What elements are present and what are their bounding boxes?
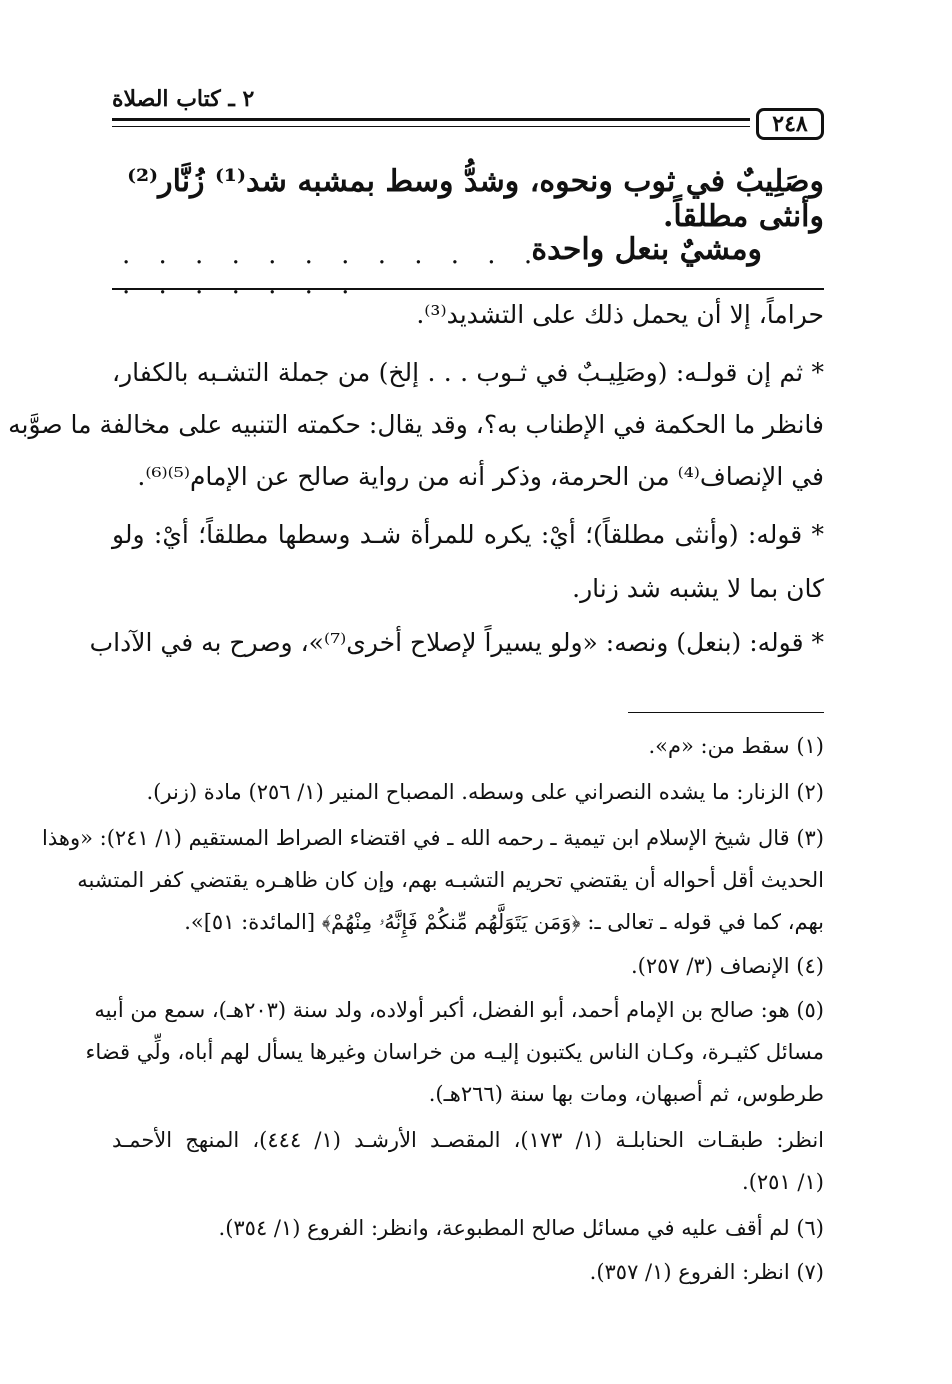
matn-line-2: ومشيٌ بنعل واحدة — [531, 232, 762, 267]
footnote-5-cont: انظر: طبقـات الحنابلـة (١/ ١٧٣)، المقصـد الأرشـد (١/ ٤٤٤)، المنهج الأحمـد — [112, 1128, 825, 1152]
footnote-separator — [628, 712, 824, 713]
matn-dots: . . . . . . . . . . . . . . . . . . . — [122, 240, 543, 300]
commentary-line: في الإنصاف⁽⁴⁾ من الحرمة، وذكر أنه من رواية صالح عن الإمام⁽⁵⁾⁽⁶⁾. — [137, 462, 824, 491]
footnote-5-cont: مسائل كثيـرة، وكـان الناس يكتبون إليـه من خراسان وغيرها يسأل لهم أباه، ولِّي قضاء — [85, 1040, 824, 1064]
footnote-4: (٤) الإنصاف (٣/ ٢٥٧). — [630, 954, 824, 978]
footnote-5: (٥) هو: صالح بن الإمام أحمد، أبو الفضل، أكبر أولاده، ولد سنة (٢٠٣هـ)، سمع من أبيه — [94, 998, 824, 1022]
footnote-3-cont: بهم، كما في قوله ـ تعالى ـ: ﴿وَمَن يَتَوَلَّهُم مِّنكُمْ فَإِنَّهُۥ مِنْهُمْ﴾ [المائدة: ٥١]». — [184, 910, 824, 934]
footnote-3-cont: الحديث أقل أحواله أن يقتضي تحريم التشبـه بهم، وإن كان ظاهـره يقتضي كفر المتشبه — [77, 868, 824, 892]
commentary-line: * قوله: (وأنثى مطلقاً)؛ أيْ: يكره للمرأة شـد وسطها مطلقاً؛ أيْ: ولو — [112, 520, 824, 549]
matn-line-1: وصَلِيبٌ في ثوب ونحوه، وشدُّ وسط بمشبه شد⁽¹⁾ زُنَّار⁽²⁾ وأنثى مطلقاً. — [127, 164, 824, 234]
footnote-3: (٣) قال شيخ الإسلام ابن تيمية ـ رحمه الله ـ في اقتضاء الصراط المستقيم (١/ ٢٤١): «وهذا — [42, 826, 824, 850]
footnote-2: (٢) الزنار: ما يشده النصراني على وسطه. المصباح المنير (١/ ٢٥٦) مادة (زنر). — [146, 780, 824, 804]
commentary-line: * ثم إن قولـه: (وصَلِيـبٌ في ثـوب . . . إلخ) من جملة التشـبه بالكفار، — [112, 358, 824, 387]
footnote-7: (٧) انظر: الفروع (١/ ٣٥٧). — [589, 1260, 824, 1284]
running-title: ٢ ـ كتاب الصلاة — [112, 86, 255, 112]
commentary-line: فانظر ما الحكمة في الإطناب به؟، وقد يقال: حكمته التنبيه على مخالفة ما صوَّبه — [8, 410, 824, 439]
header-rule-thin — [112, 126, 750, 127]
footnote-1: (١) سقط من: «م». — [648, 734, 824, 758]
matn-separator — [112, 288, 824, 290]
page-number-box: ٢٤٨ — [756, 108, 824, 140]
footnote-5-cont: طرطوس، ثم أصبهان، ومات بها سنة (٢٦٦هـ). — [428, 1082, 824, 1106]
footnote-6: (٦) لم أقف عليه في مسائل صالح المطبوعة، وانظر: الفروع (١/ ٣٥٤). — [218, 1216, 824, 1240]
header-rule-thick — [112, 118, 750, 121]
commentary-line: حراماً، إلا أن يحمل ذلك على التشديد⁽³⁾. — [416, 300, 824, 329]
footnote-5-cont: (١/ ٢٥١). — [742, 1170, 824, 1194]
page-header — [112, 86, 824, 146]
commentary-line: * قوله: (بنعل) ونصه: «ولو يسيراً لإصلاح أخرى⁽⁷⁾»، وصرح به في الآداب — [89, 628, 824, 657]
commentary-line: كان بما لا يشبه شد زنار. — [572, 574, 824, 603]
